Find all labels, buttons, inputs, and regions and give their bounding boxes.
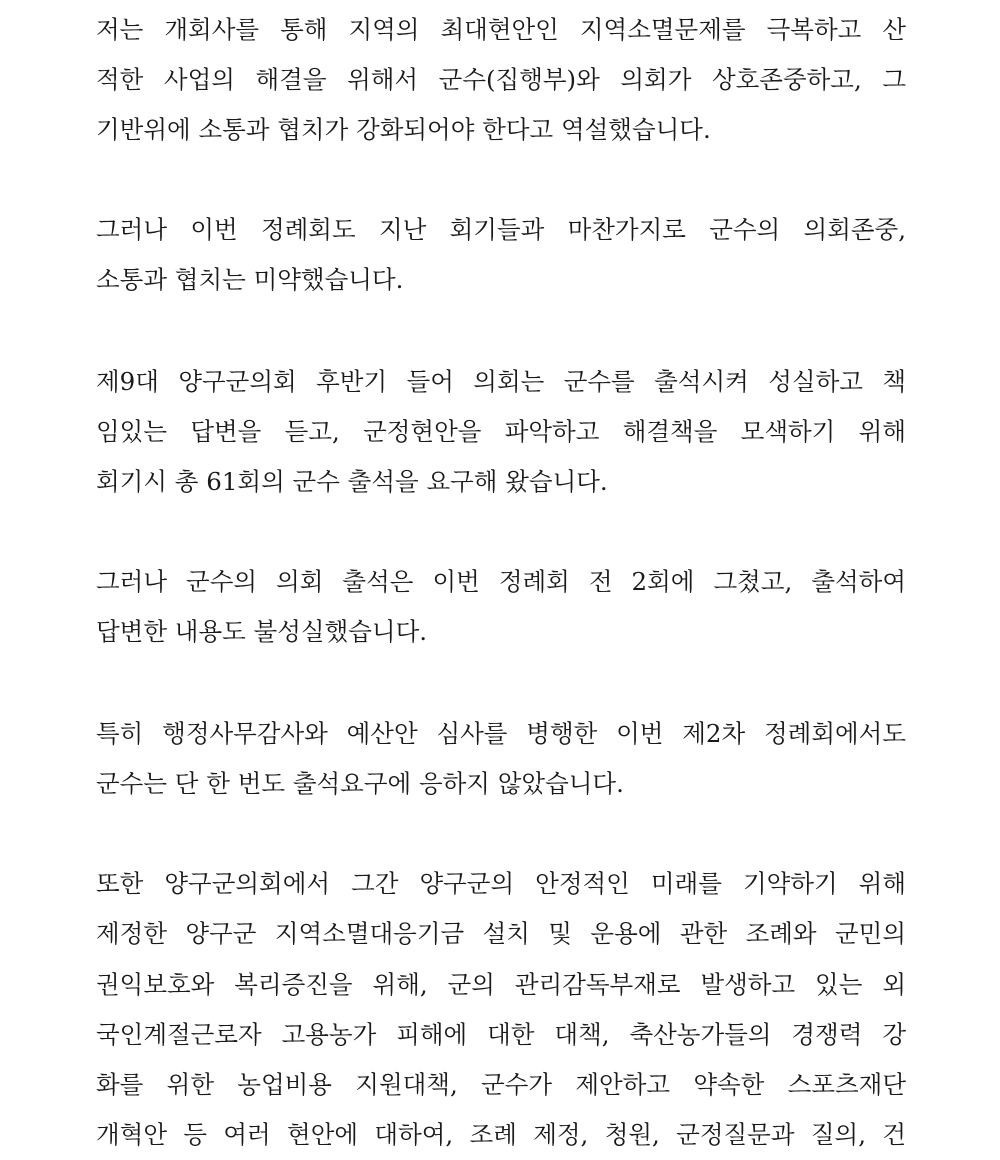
text-line: 그러나 이번 정례회도 지난 회기들과 마찬가지로 군수의 의회존중, (96, 215, 906, 244)
text-line: 특히 행정사무감사와 예산안 심사를 병행한 이번 제2차 정례회에서도 (96, 719, 906, 748)
text-line: 화를 위한 농업비용 지원대책, 군수가 제안하고 약속한 스포츠재단 (96, 1070, 906, 1099)
text-line: 소통과 협치는 미약했습니다. (96, 265, 404, 294)
text-line: 적한 사업의 해결을 위해서 군수(집행부)와 의회가 상호존중하고, 그 (96, 65, 906, 94)
text-line: 제9대 양구군의회 후반기 들어 의회는 군수를 출석시켜 성실하고 책 (96, 367, 906, 396)
text-line: 저는 개회사를 통해 지역의 최대현안인 지역소멸문제를 극복하고 산 (96, 15, 906, 44)
text-line: 그러나 군수의 의회 출석은 이번 정례회 전 2회에 그쳤고, 출석하여 (96, 567, 906, 596)
text-line: 답변한 내용도 불성실했습니다. (96, 617, 428, 646)
text-line: 또한 양구군의회에서 그간 양구군의 안정적인 미래를 기약하기 위해 (96, 869, 906, 898)
text-line: 제정한 양구군 지역소멸대응기금 설치 및 운용에 관한 조례와 군민의 (96, 919, 906, 948)
text-line: 개혁안 등 여러 현안에 대하여, 조례 제정, 청원, 군정질문과 질의, 건 (96, 1120, 906, 1149)
text-line: 회기시 총 61회의 군수 출석을 요구해 왔습니다. (96, 467, 608, 496)
text-line: 기반위에 소통과 협치가 강화되어야 한다고 역설했습니다. (96, 115, 711, 144)
text-line: 군수는 단 한 번도 출석요구에 응하지 않았습니다. (96, 769, 624, 798)
text-line: 국인계절근로자 고용농가 피해에 대한 대책, 축산농가들의 경쟁력 강 (96, 1020, 906, 1049)
text-line: 권익보호와 복리증진을 위해, 군의 관리감독부재로 발생하고 있는 외 (96, 970, 906, 999)
text-line: 임있는 답변을 듣고, 군정현안을 파악하고 해결책을 모색하기 위해 (96, 417, 906, 446)
